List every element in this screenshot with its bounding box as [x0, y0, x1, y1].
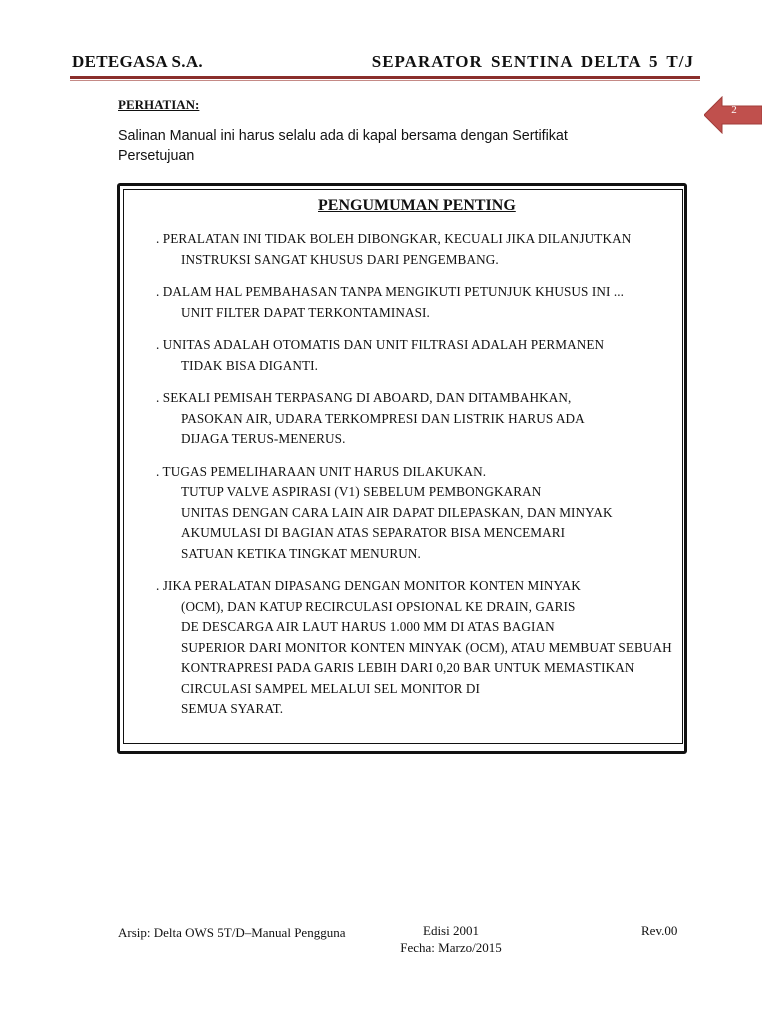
document-title: SEPARATOR SENTINA DELTA 5 T/J [371, 52, 694, 71]
notice-line: TUTUP VALVE ASPIRASI (V1) SEBELUM PEMBONGKARAN [181, 484, 542, 499]
notice-line: (OCM), DAN KATUP RECIRCULASI OPSIONAL KE DRAIN, GARIS [181, 598, 576, 614]
notice-line: . UNITAS ADALAH OTOMATIS DAN UNIT FILTRASI ADALAH PERMANEN [156, 337, 605, 352]
notice-line: SEMUA SYARAT. [181, 701, 284, 716]
notice-line: UNIT FILTER DAPAT TERKONTAMINASI. [181, 304, 430, 320]
notice-line: TIDAK BISA DIGANTI. [181, 357, 319, 373]
notice-item [156, 282, 756, 323]
notice-line: SATUAN KETIKA TINGKAT MENURUN. [181, 545, 421, 561]
notice-list [156, 229, 756, 732]
page-badge [704, 96, 762, 134]
notice-line: INSTRUKSI SANGAT KHUSUS DARI PENGEMBANG. [181, 251, 499, 267]
notice-title: PENGUMUMAN PENTING [318, 197, 516, 214]
notice-line: . DALAM HAL PEMBAHASAN TANPA MENGIKUTI PETUNJUK KHUSUS INI ... [156, 284, 625, 299]
page-number: 2 [731, 104, 737, 116]
notice-item [156, 335, 756, 376]
footer-edition: Edisi 2001 [423, 923, 479, 938]
footer-edition-block [396, 922, 506, 956]
company-name: DETEGASA S.A. [72, 52, 203, 71]
notice-line: . TUGAS PEMELIHARAAN UNIT HARUS DILAKUKAN. [156, 463, 487, 479]
attention-text: Salinan Manual ini harus selalu ada di kapal bersama dengan Sertifikat Persetujuan [118, 128, 568, 164]
notice-line: KONTRAPRESI PADA GARIS LEBIH DARI 0,20 BAR UNTUK MEMASTIKAN [181, 660, 635, 675]
notice-line: . PERALATAN INI TIDAK BOLEH DIBONGKAR, KECUALI JIKA DILANJUTKAN [156, 231, 632, 246]
footer-archive: Arsip: Delta OWS 5T/D–Manual Pengguna [118, 925, 346, 940]
notice-item [156, 462, 756, 565]
notice-line: DIJAGA TERUS-MENERUS. [181, 431, 346, 446]
notice-line: CIRCULASI SAMPEL MELALUI SEL MONITOR DI [181, 680, 481, 696]
notice-line: . SEKALI PEMISAH TERPASANG DI ABOARD, DAN DITAMBAHKAN, [156, 390, 572, 405]
notice-item [156, 576, 756, 720]
notice-line: AKUMULASI DI BAGIAN ATAS SEPARATOR BISA MENCEMARI [181, 525, 566, 540]
notice-item [156, 388, 756, 450]
notice-line: SUPERIOR DARI MONITOR KONTEN MINYAK (OCM), ATAU MEMBUAT SEBUAH [181, 639, 672, 655]
header-divider-thin [70, 80, 700, 81]
notice-item [156, 229, 756, 270]
notice-line: . JIKA PERALATAN DIPASANG DENGAN MONITOR KONTEN MINYAK [156, 578, 581, 593]
footer-date: Fecha: Marzo/2015 [400, 940, 502, 955]
notice-line: PASOKAN AIR, UDARA TERKOMPRESI DAN LISTRIK HARUS ADA [181, 410, 585, 426]
header-divider [70, 76, 700, 79]
notice-line: DE DESCARGA AIR LAUT HARUS 1.000 MM DI ATAS BAGIAN [181, 619, 555, 634]
notice-line: UNITAS DENGAN CARA LAIN AIR DAPAT DILEPASKAN, DAN MINYAK [181, 504, 613, 520]
page-header [72, 52, 696, 74]
attention-label: PERHATIAN: [118, 97, 200, 112]
footer-revision: Rev.00 [641, 923, 678, 938]
